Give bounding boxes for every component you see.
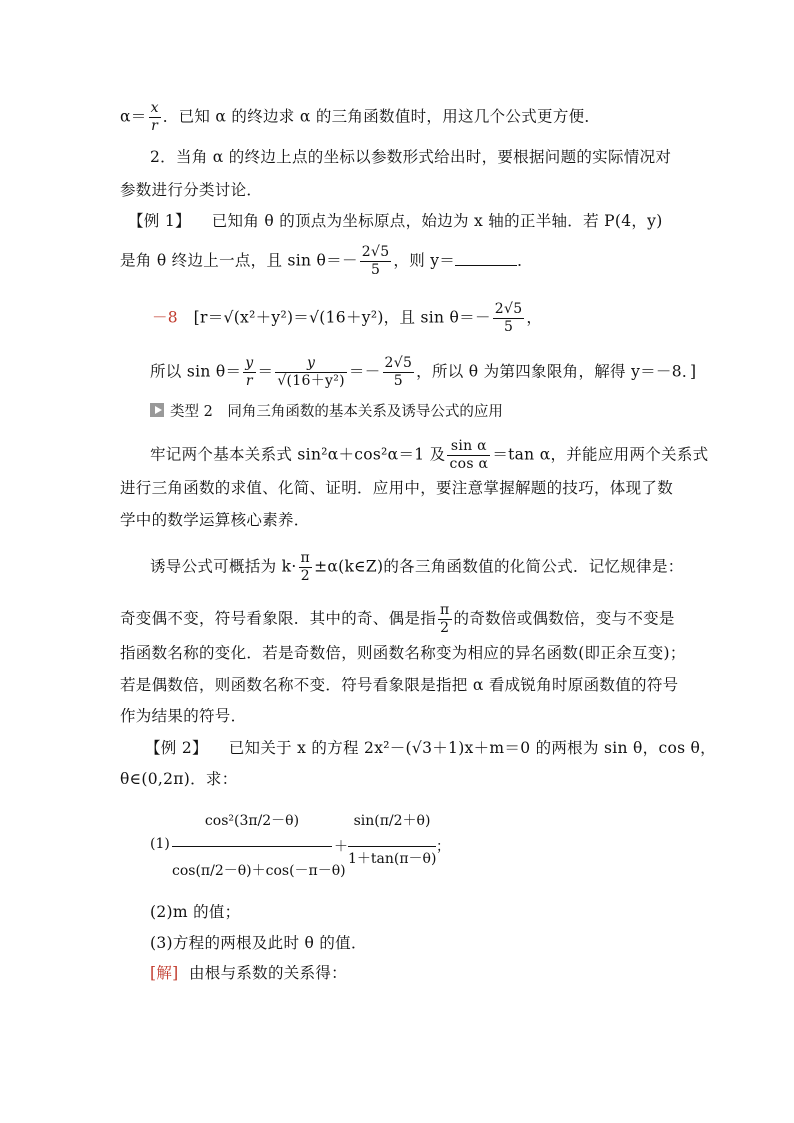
solution-tag: [解] — [150, 964, 179, 982]
point-2-line-1: 2．当角 α 的终边上点的坐标以参数形式给出时，要根据问题的实际情况对 — [150, 148, 672, 166]
answer-1-line-1: －8 [r＝√(x²＋y²)＝√(16＋y²)，且 sin θ＝－ $\frac{2√5}{5}$ ， — [152, 301, 543, 335]
example-2-tag: 【例 2】 — [145, 739, 208, 757]
fraction-bar — [348, 846, 436, 847]
q1-denominator-1: cos(π/2－θ)＋cos(－π－θ) — [172, 863, 346, 879]
para-2-line-5: 作为结果的符号． — [120, 707, 247, 725]
q1-plus: ＋ — [334, 839, 348, 855]
example-1-line-1: 【例 1】 已知角 θ 的顶点为坐标原点，始边为 x 轴的正半轴．若 P(4，y) — [128, 212, 663, 230]
fraction-bar — [172, 846, 332, 847]
fraction: $\frac{x}{r}$ — [150, 100, 159, 134]
q1-label: (1) — [150, 836, 170, 852]
para-1-line-1: 牢记两个基本关系式 sin²α＋cos²α＝1 及 $\frac{\text{sin α}}{\text{cos α}}$ ＝tan α，并能应用两个关系式 — [150, 438, 709, 472]
answer-1-line-2: 所以 sin θ＝ $\frac{y}{r}$ ＝ $\frac{y}{\text{√(16＋y²)}}$ ＝－ $\frac{2√5}{5}$ ，所以 θ 为第四象限角，解得 y＝－8．] — [150, 355, 697, 389]
solution-line: [解] 由根与系数的关系得： — [150, 964, 347, 982]
question-3: (3)方程的两根及此时 θ 的值． — [150, 934, 367, 952]
q1-numerator-1: cos²(3π/2－θ) — [204, 813, 300, 829]
question-2: (2)m 的值； — [150, 903, 241, 921]
para-2-line-3: 指函数名称的变化．若是奇数倍，则函数名称变为相应的异名函数(即正余互变)； — [120, 644, 686, 662]
example-2-line-2: θ∈(0,2π)．求： — [120, 770, 238, 788]
q1-numerator-2: sin(π/2＋θ) — [353, 813, 431, 829]
para-2-line-1: 诱导公式可概括为 k· $\frac{\pi}{2}$ ±α(k∈Z)的各三角函数值的化简公式．记忆规律是： — [150, 550, 684, 584]
example-1-tag: 【例 1】 — [128, 212, 191, 230]
answer-blank — [455, 251, 517, 266]
play-triangle-icon — [150, 403, 164, 417]
type-2-heading: 类型 2 同角三角函数的基本关系及诱导公式的应用 — [150, 399, 503, 421]
para-1-line-2: 进行三角函数的求值、化简、证明．应用中，要注意掌握解题的技巧，体现了数 — [120, 479, 674, 497]
formula-alpha-line: α＝ $\frac{x}{r}$ ．已知 α 的终边求 α 的三角函数值时，用这几个公式更方便． — [120, 100, 601, 134]
example-2-line-1: 【例 2】 已知关于 x 的方程 2x²－(√3＋1)x＋m＝0 的两根为 sin θ，cos θ， — [145, 739, 716, 757]
q1-denominator-2: 1＋tan(π－θ) — [348, 851, 437, 867]
para-1-line-3: 学中的数学运算核心素养． — [120, 511, 310, 529]
example-1-line-2: 是角 θ 终边上一点，且 sin θ＝－ $\frac{2√5}{5}$ ，则 y＝ ． — [120, 244, 533, 278]
para-2-line-2: 奇变偶不变，符号看象限．其中的奇、偶是指 $\frac{\pi}{2}$ 的奇数倍或偶数倍，变与不变是 — [120, 602, 675, 636]
answer-value: －8 — [152, 308, 178, 327]
para-2-line-4: 若是偶数倍，则函数名称不变．符号看象限是指把 α 看成锐角时原函数值的符号 — [120, 676, 679, 694]
point-2-line-2: 参数进行分类讨论． — [120, 181, 263, 199]
q1-end: ； — [436, 839, 450, 855]
